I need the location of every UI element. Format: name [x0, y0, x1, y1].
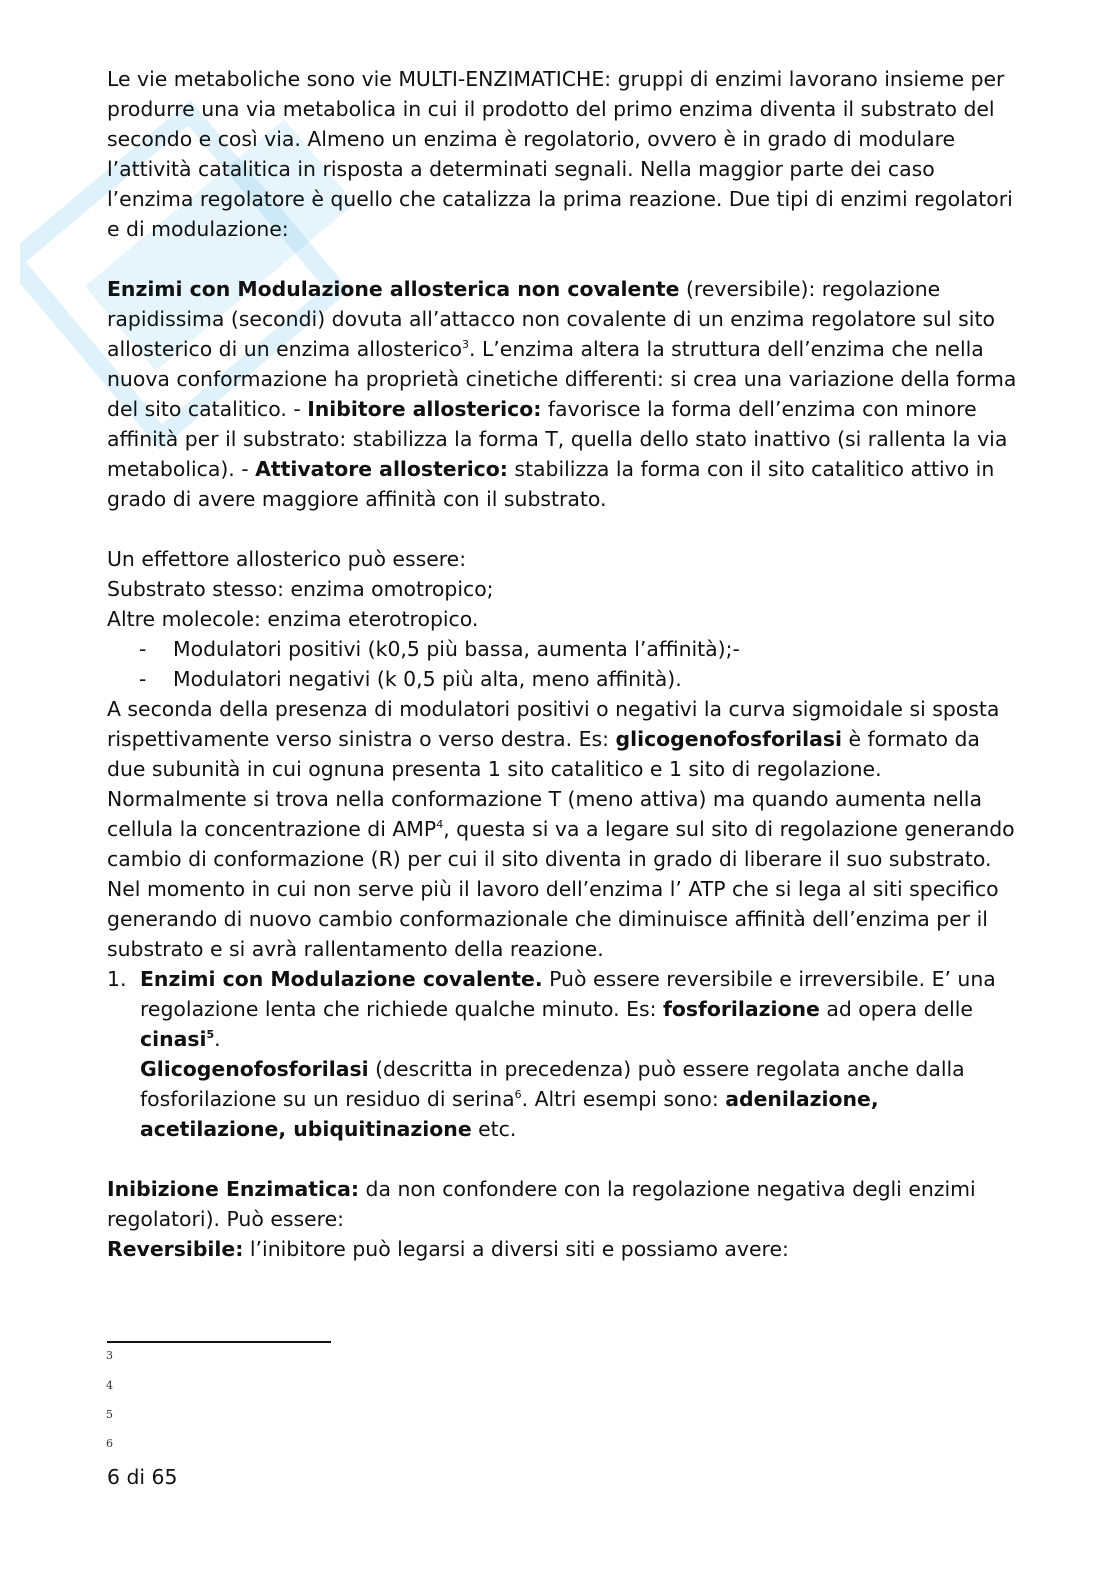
allosteric-paragraph: Enzimi con Modulazione allosterica non covalente (reversibile): regolazione rapidissima (secondi) dovuta all’attacco non covalente di un enzima regolatore sul sito allosterico di un enzima allosterico$^3$. L’enzima altera la struttura dell’enzima che nella nuova conformazione ha proprietà cinetiche differenti: si crea una variazione della forma del sito catalitico. - Inibitore allosterico: favorisce la forma dell’enzima con minore affinità per il substrato: stabilizza la forma T, quella dello stato inattivo (si rallenta la via metabolica). - Attivatore allosterico: stabilizza la forma con il sito catalitico attivo in grado di avere maggiore affinità con il substrato. — [107, 277, 1017, 511]
sigmoid-paragraph: A seconda della presenza di modulatori positivi o negativi la curva sigmoidale si sposta rispettivamente verso sinistra o verso destra. Es: glicogenofosforilasi è formato da due subunità in cui ognuna presenta 1 sito catalitico e 1 sito di regolazione. Normalmente si trova nella conformazione T (meno attiva) ma quando aumenta nella cellula la concentrazione di AMP$^4$, questa si va a legare sul sito di regolazione generando cambio di conformazione (R) per cui il sito diventa in grado di liberare il suo substrato. Nel momento in cui non serve più il lavoro dell’enzima l’ ATP che si lega al siti specifico generando di nuovo cambio conformazionale che diminuisce affinità dell’enzima per il substrato e si avrà rallentamento della reazione. — [107, 697, 1015, 961]
intro-paragraph: Le vie metaboliche sono vie MULTI-ENZIMATICHE: gruppi di enzimi lavorano insieme per produrre una via metabolica in cui il prodotto del primo enzima diventa il substrato del secondo e così via. Almeno un enzima è regolatorio, ovvero è in grado di modulare l’attività catalitica in risposta a determinati segnali. Nella maggior parte dei caso l’enzima regolatore è quello che catalizza la prima reazione. Due tipi di enzimi regolatori e di modulazione: — [107, 67, 1013, 241]
modulator-list — [107, 634, 1017, 694]
allosteric-heading: Enzimi con Modulazione allosterica non covalente — [107, 277, 680, 301]
inhibition-paragraph: Inibizione Enzimatica: da non confondere con la regolazione negativa degli enzimi regolatori). Può essere: — [107, 1177, 976, 1231]
effector-line-1: Un effettore allosterico può essere: — [107, 547, 467, 571]
inhibitor-term: Inibitore allosterico: — [307, 397, 542, 421]
list-item: - Modulatori negativi (k 0,5 più alta, meno affinità). — [139, 667, 682, 691]
page-body — [107, 64, 1017, 1264]
page-number: 6 di 65 — [107, 1465, 178, 1489]
footnote-4: 4 — [106, 1379, 113, 1392]
reversible-paragraph: Reversibile: l’inibitore può legarsi a diversi siti e possiamo avere: — [107, 1237, 789, 1261]
inhibition-heading: Inibizione Enzimatica: — [107, 1177, 360, 1201]
footnote-ref-3: 3 — [461, 338, 469, 352]
footnote-ref-6: 6 — [514, 1088, 522, 1102]
glycogen-phosphorylase-term: glicogenofosforilasi — [615, 727, 842, 751]
footnote-ref-4: 4 — [436, 818, 444, 832]
footnote-6: 6 — [106, 1437, 113, 1450]
covalent-heading: Enzimi con Modulazione covalente. — [140, 967, 543, 991]
list-item: 1. Enzimi con Modulazione covalente. Può essere reversibile e irreversibile. E’ una regolazione lenta che richiede qualche minuto. Es: fosforilazione ad opera delle cinasi$^5$. Glicogenofosforilasi (descritta in precedenza) può essere regolata anche dalla fosforilazione su un residuo di serina$^6$. Altri esempi sono: adenilazione, acetilazione, ubiquitinazione etc. — [107, 967, 996, 1141]
list-item: - Modulatori positivi (k0,5 più bassa, aumenta l’affinità);- — [139, 637, 740, 661]
footnote-3: 3 — [106, 1349, 113, 1362]
footnote-ref-5: 5 — [206, 1028, 215, 1042]
activator-term: Attivatore allosterico: — [255, 457, 508, 481]
footnote-5: 5 — [106, 1408, 113, 1421]
footnote-divider — [107, 1341, 331, 1343]
effector-line-2: Substrato stesso: enzima omotropico; — [107, 577, 494, 601]
effector-line-3: Altre molecole: enzima eterotropico. — [107, 607, 479, 631]
reversible-term: Reversibile: — [107, 1237, 244, 1261]
covalent-list — [107, 964, 1017, 1144]
